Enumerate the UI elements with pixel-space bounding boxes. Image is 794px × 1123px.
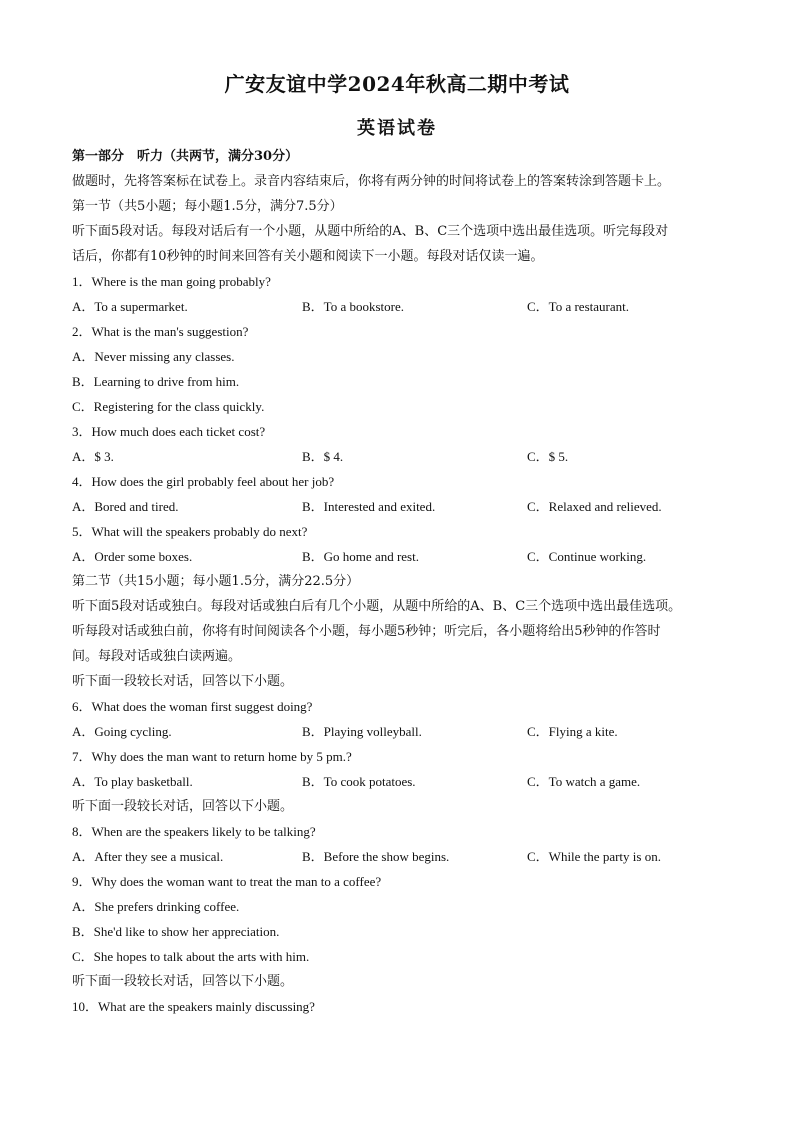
option-c: C．Flying a kite. xyxy=(527,724,618,739)
option-a: A．To play basketball. xyxy=(72,774,193,789)
option-b: B．She'd like to show her appreciation. xyxy=(72,924,280,939)
option-b: B．$ 4. xyxy=(302,449,344,464)
exam-subtitle: 英语试卷 xyxy=(357,118,437,139)
part1-instruction: 做题时，先将答案标在试卷上。录音内容结束后，你将有两分钟的时间将试卷上的答案转涂到答题卡上。 xyxy=(72,174,671,189)
section1-instruction-line2: 话后，你都有10秒钟的时间来回答有关小题和阅读下一小题。每段对话仅读一遍。 xyxy=(72,249,544,264)
option-a: A．Never missing any classes. xyxy=(72,349,235,364)
section2-instruction-line3: 间。每段对话或独白读两遍。 xyxy=(72,649,242,664)
listen-long-instruction: 听下面一段较长对话，回答以下小题。 xyxy=(72,974,294,989)
option-a: A．She prefers drinking coffee. xyxy=(72,899,240,914)
question-stem: 6．What does the woman first suggest doing? xyxy=(72,699,313,714)
option-b: B．To cook potatoes. xyxy=(302,774,416,789)
option-c: C．Continue working. xyxy=(527,549,647,564)
option-a: A．Going cycling. xyxy=(72,724,172,739)
section1-heading: 第一节（共5小题；每小题1.5分，满分7.5分） xyxy=(72,199,343,214)
question-stem: 9．Why does the woman want to treat the man to a coffee? xyxy=(72,874,382,889)
option-c: C．To a restaurant. xyxy=(527,299,629,314)
section1-instruction-line1: 听下面5段对话。每段对话后有一个小题，从题中所给的A、B、C三个选项中选出最佳选项。听完每段对 xyxy=(72,224,669,239)
option-a: A．Order some boxes. xyxy=(72,549,193,564)
option-a: A．$ 3. xyxy=(72,449,114,464)
option-a: A．After they see a musical. xyxy=(72,849,224,864)
part1-heading: 第一部分 听力（共两节，满分30分） xyxy=(72,149,299,164)
question-stem: 2．What is the man's suggestion? xyxy=(72,324,249,339)
option-b: B．Playing volleyball. xyxy=(302,724,422,739)
listen-long-instruction: 听下面一段较长对话，回答以下小题。 xyxy=(72,799,294,814)
exam-title: 广安友谊中学2024年秋高二期中考试 xyxy=(224,72,570,96)
option-c: C．$ 5. xyxy=(527,449,569,464)
question-stem: 10．What are the speakers mainly discussing? xyxy=(72,999,315,1014)
question-stem: 8．When are the speakers likely to be talking? xyxy=(72,824,316,839)
option-c: C．While the party is on. xyxy=(527,849,661,864)
question-stem: 7．Why does the man want to return home by 5 pm.? xyxy=(72,749,352,764)
option-b: B．Interested and exited. xyxy=(302,499,436,514)
option-a: A．Bored and tired. xyxy=(72,499,179,514)
question-stem: 5．What will the speakers probably do next? xyxy=(72,524,308,539)
section2-instruction-line1: 听下面5段对话或独白。每段对话或独白后有几个小题，从题中所给的A、B、C三个选项中选出最佳选项。 xyxy=(72,599,682,614)
section2-heading: 第二节（共15小题；每小题1.5分，满分22.5分） xyxy=(72,574,360,589)
question-stem: 1．Where is the man going probably? xyxy=(72,274,271,289)
option-b: B．To a bookstore. xyxy=(302,299,404,314)
option-c: C．Relaxed and relieved. xyxy=(527,499,662,514)
option-a: A．To a supermarket. xyxy=(72,299,188,314)
option-c: C．To watch a game. xyxy=(527,774,641,789)
option-c: C．She hopes to talk about the arts with him. xyxy=(72,949,310,964)
option-b: B．Go home and rest. xyxy=(302,549,419,564)
question-stem: 4．How does the girl probably feel about her job? xyxy=(72,474,335,489)
section2-instruction-line2: 听每段对话或独白前，你将有时间阅读各个小题，每小题5秒钟；听完后，各小题将给出5秒钟的作答时 xyxy=(72,624,661,639)
option-c: C．Registering for the class quickly. xyxy=(72,399,265,414)
listen-long-instruction: 听下面一段较长对话，回答以下小题。 xyxy=(72,674,294,689)
option-b: B．Before the show begins. xyxy=(302,849,450,864)
question-stem: 3．How much does each ticket cost? xyxy=(72,424,266,439)
option-b: B．Learning to drive from him. xyxy=(72,374,240,389)
